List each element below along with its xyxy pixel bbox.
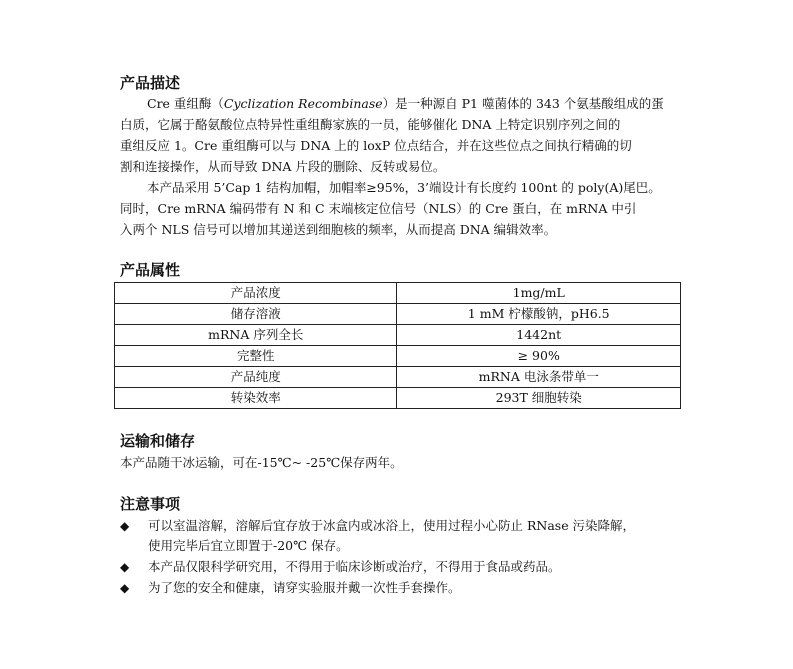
shipping-text: 本产品随干冰运输，可在-15℃~ -25℃保存两年。 — [120, 455, 403, 470]
table-row — [115, 325, 681, 346]
note-item-3: 为了您的安全和健康，请穿实验服并戴一次性手套操作。 — [148, 580, 461, 595]
property-label: mRNA 序列全长 — [115, 325, 397, 346]
description-p2-line-1: 本产品采用 5’Cap 1 结构加帽，加帽率≥95%，3’端设计有长度约 100nt 的 poly(A)尾巴。 — [147, 180, 661, 195]
description-line-4: 割和连接操作，从而导致 DNA 片段的删除、反转或易位。 — [120, 159, 446, 174]
shipping-heading: 运输和储存 — [120, 432, 196, 450]
property-label: 转染效率 — [115, 388, 397, 409]
note-item-1-line-1: 可以室温溶解，溶解后宜存放于冰盒内或冰浴上，使用过程小心防止 RNase 污染降解， — [148, 518, 636, 533]
table-row — [115, 367, 681, 388]
enzyme-full-name: Cyclization Recombinase — [223, 96, 383, 111]
diamond-bullet-icon: ◆ — [120, 560, 130, 574]
table-row — [115, 283, 681, 304]
description-p2-line-3: 入两个 NLS 信号可以增加其递送到细胞核的频率，从而提高 DNA 编辑效率。 — [120, 222, 557, 237]
description-line-3: 重组反应 1。Cre 重组酶可以与 DNA 上的 loxP 位点结合，并在这些位点之间执行精确的切 — [120, 138, 632, 153]
property-label: 产品浓度 — [115, 283, 397, 304]
properties-table — [114, 282, 681, 409]
description-line-2: 白质，它属于酪氨酸位点特异性重组酶家族的一员，能够催化 DNA 上特定识别序列之间的 — [120, 117, 621, 132]
property-label: 完整性 — [115, 346, 397, 367]
property-label: 产品纯度 — [115, 367, 397, 388]
table-row — [115, 346, 681, 367]
description-p2-line-2: 同时，Cre mRNA 编码带有 N 和 C 末端核定位信号（NLS）的 Cre 蛋白，在 mRNA 中引 — [120, 201, 637, 216]
description-heading: 产品描述 — [120, 74, 181, 92]
notes-heading: 注意事项 — [120, 495, 181, 513]
table-row — [115, 304, 681, 325]
property-value: 1442nt — [397, 325, 681, 346]
property-value: ≥ 90% — [397, 346, 681, 367]
description-line-1 — [147, 96, 664, 112]
note-item-2: 本产品仅限科学研究用，不得用于临床诊断或治疗，不得用于食品或药品。 — [148, 559, 561, 574]
diamond-bullet-icon: ◆ — [120, 519, 130, 533]
property-value: 293T 细胞转染 — [397, 388, 681, 409]
diamond-bullet-icon: ◆ — [120, 581, 130, 595]
properties-heading: 产品属性 — [120, 261, 181, 279]
property-label: 储存溶液 — [115, 304, 397, 325]
description-line-1-part-c: ）是一种源自 P1 噬菌体的 343 个氨基酸组成的蛋 — [382, 96, 664, 111]
description-line-1-part-a: Cre 重组酶（ — [147, 96, 224, 111]
table-row — [115, 388, 681, 409]
property-value: mRNA 电泳条带单一 — [397, 367, 681, 388]
note-item-1-line-2: 使用完毕后宜立即置于-20℃ 保存。 — [148, 538, 349, 553]
property-value: 1mg/mL — [397, 283, 681, 304]
property-value: 1 mM 柠檬酸钠，pH6.5 — [397, 304, 681, 325]
